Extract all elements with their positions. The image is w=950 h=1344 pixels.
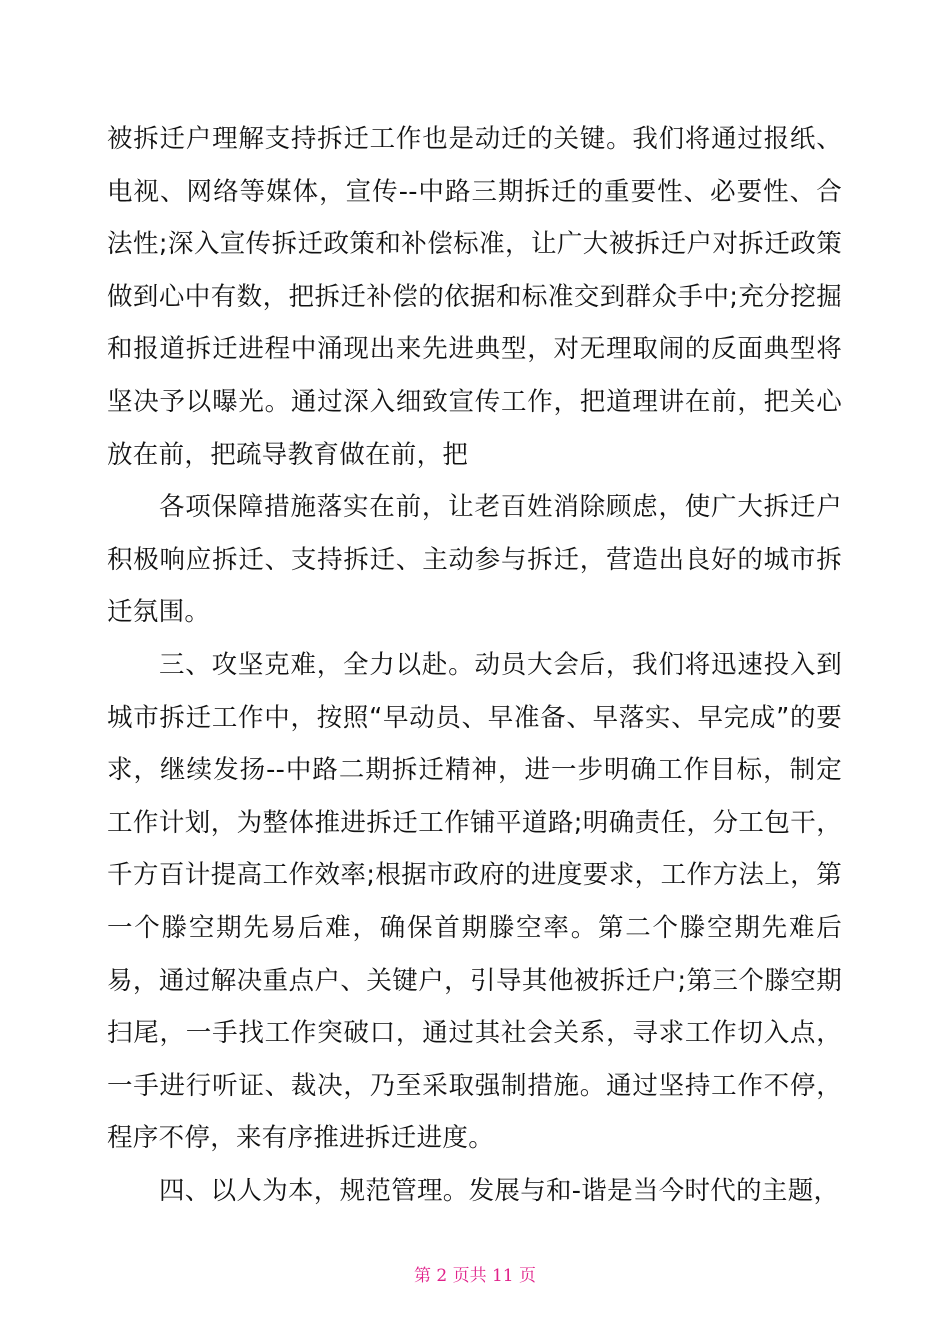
document-body bbox=[107, 113, 842, 1217]
paragraph-4: 四、以人为本，规范管理。发展与和-谐是当今时代的主题， bbox=[159, 1175, 840, 1206]
page-number-footer: 第 2 页共 11 页 bbox=[413, 1266, 537, 1286]
paragraph-3: 三、攻坚克难，全力以赴。动员大会后，我们将迅速投入到城市拆迁工作中，按照“早动员、早准备、早落实、早完成”的要求，继续发扬--中路二期拆迁精神，进一步明确工作目标，制定工作计划，为整体推进拆迁工作铺平道路;明确责任，分工包干，千方百计提高工作效率;根据市政府的进度要求，工作方法上，第一个滕空期先易后难，确保首期滕空率。第二个滕空期先难后易，通过解决重点户、关键户，引导其他被拆迁户;第三个滕空期扫尾，一手找工作突破口，通过其社会关系，寻求工作切入点，一手进行听证、裁决，乃至采取强制措施。通过坚持工作不停，程序不停，来有序推进拆迁进度。 bbox=[107, 649, 842, 1154]
paragraph-1: 被拆迁户理解支持拆迁工作也是动迁的关键。我们将通过报纸、电视、网络等媒体，宣传--中路三期拆迁的重要性、必要性、合法性;深入宣传拆迁政策和补偿标准，让广大被拆迁户对拆迁政策做到心中有数，把拆迁补偿的依据和标准交到群众手中;充分挖掘和报道拆迁进程中涌现出来先进典型，对无理取闹的反面典型将坚决予以曝光。通过深入细致宣传工作，把道理讲在前，把关心放在前，把疏导教育做在前，把 bbox=[107, 124, 842, 470]
paragraph-2: 各项保障措施落实在前，让老百姓消除顾虑，使广大拆迁户积极响应拆迁、支持拆迁、主动参与拆迁，营造出良好的城市拆迁氛围。 bbox=[107, 492, 842, 628]
